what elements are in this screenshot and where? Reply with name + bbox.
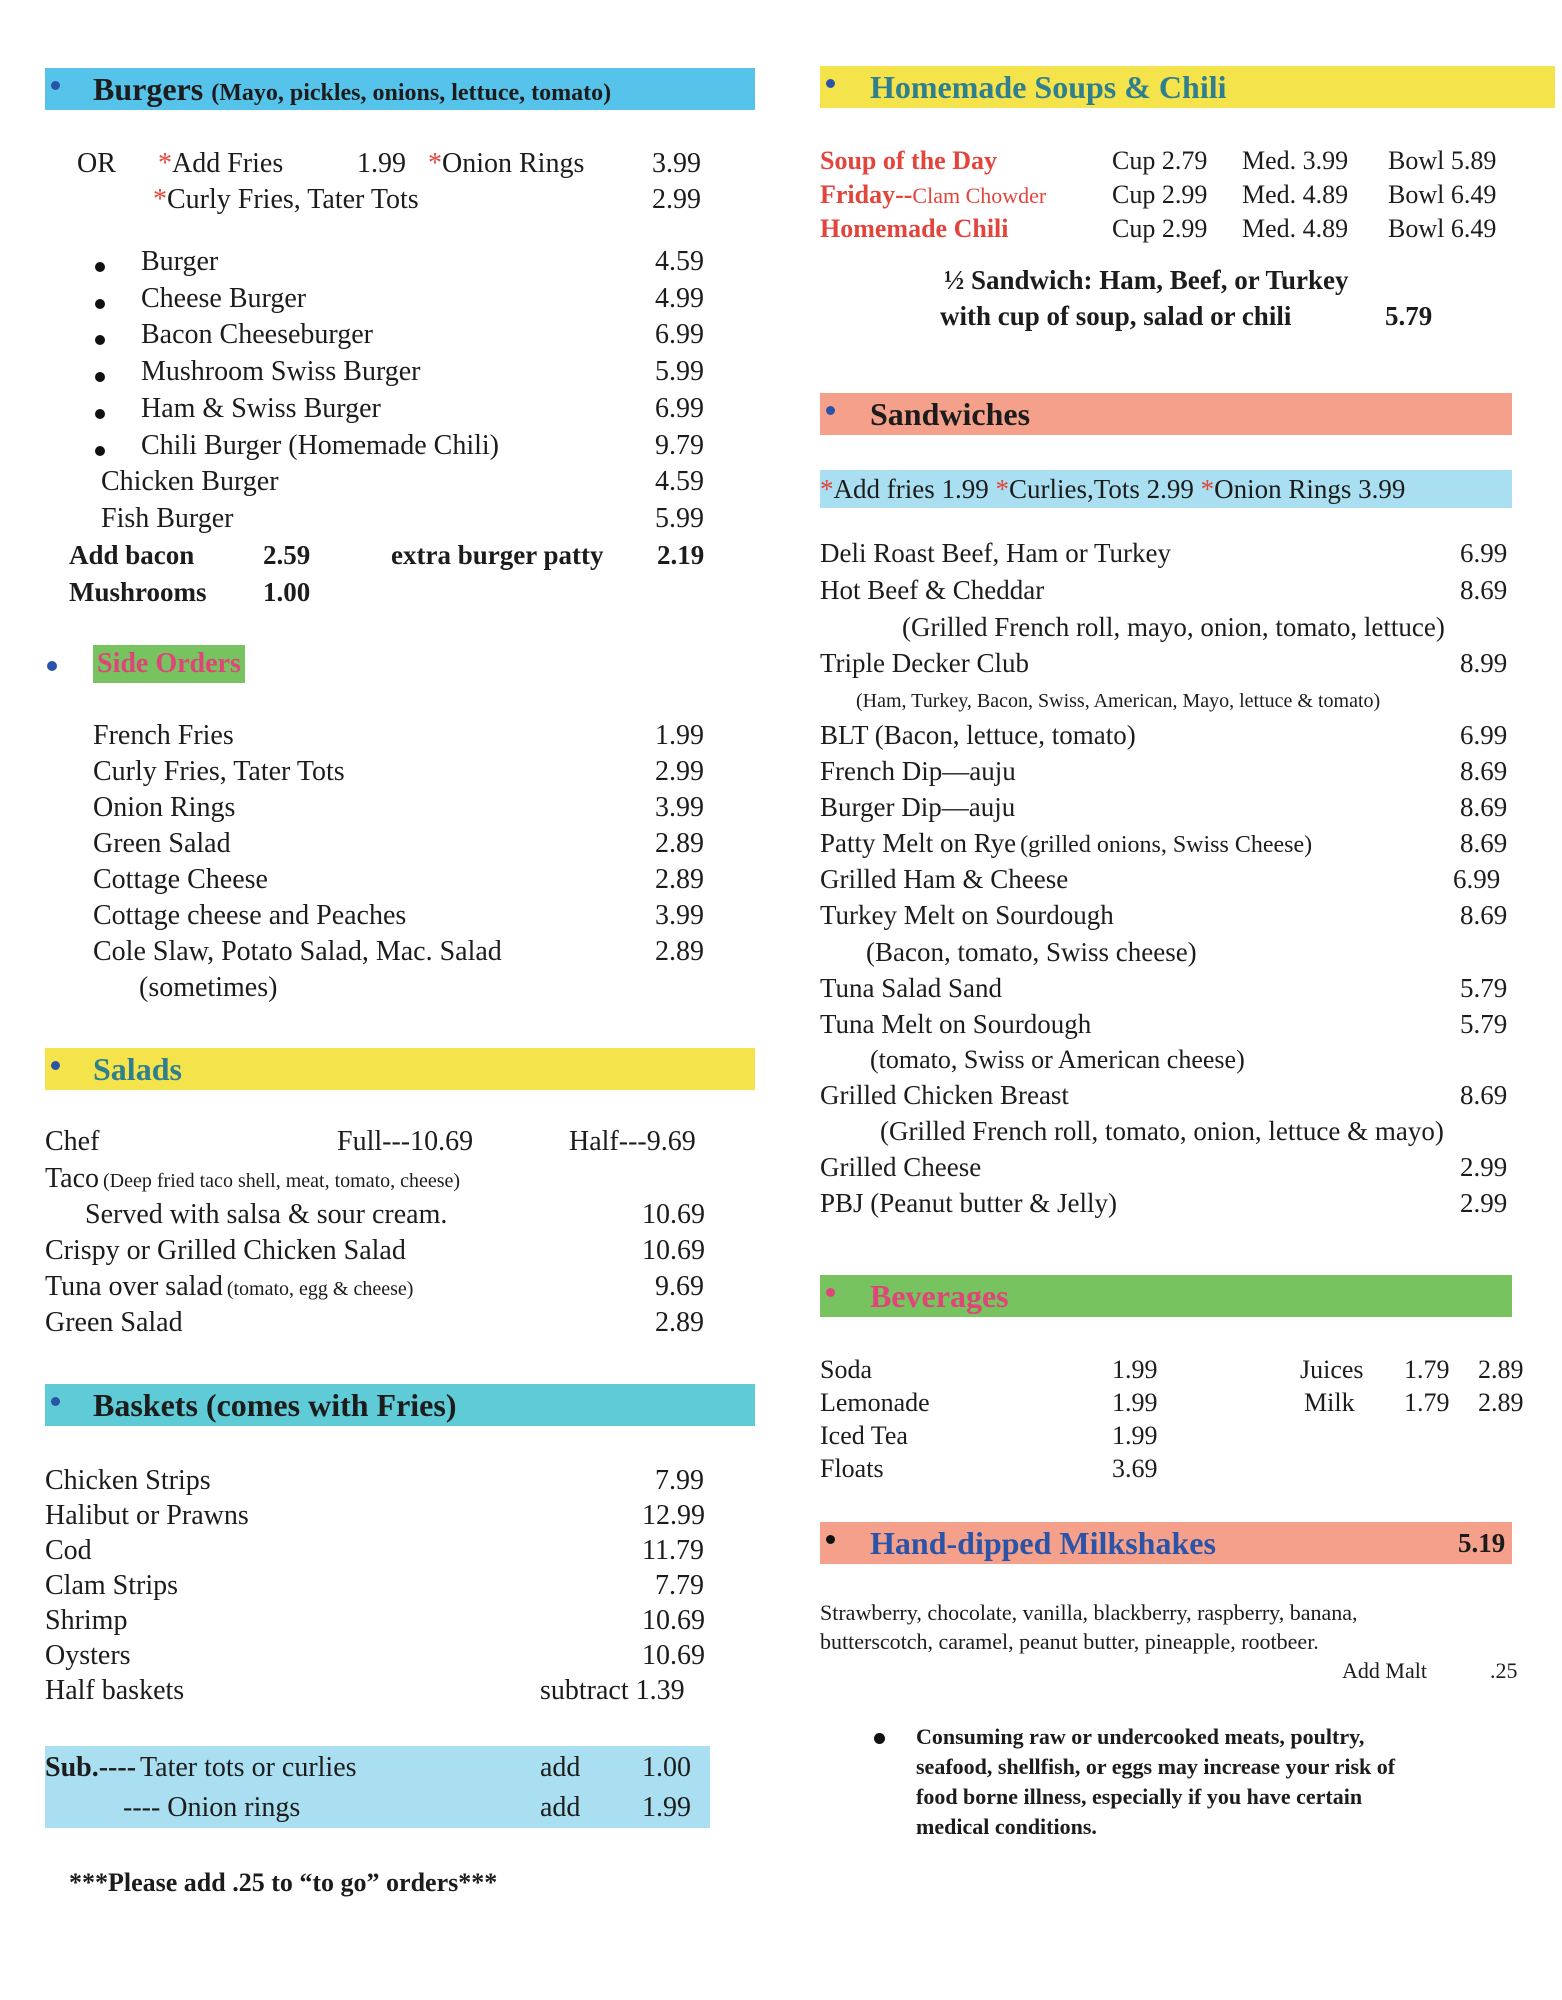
side-item: Green Salad [93, 828, 231, 859]
sandwich-item: Deli Roast Beef, Ham or Turkey [820, 538, 1171, 568]
burger-price: 4.99 [655, 283, 704, 314]
bullet-icon [95, 299, 105, 309]
sandwich-inline-desc: (grilled onions, Swiss Cheese) [1020, 832, 1313, 858]
salad-item: Crispy or Grilled Chicken Salad [45, 1235, 406, 1266]
sandwich-item: Hot Beef & Cheddar [820, 575, 1045, 605]
bullet-icon [826, 1288, 835, 1297]
side-item: Cottage cheese and Peaches [93, 900, 407, 931]
sandwich-addons-bar: *Add fries 1.99 *Curlies,Tots 2.99 *Onion Rings 3.99 [820, 470, 1512, 508]
basket-price: 12.99 [642, 1500, 705, 1531]
salad-price: 10.69 [642, 1235, 705, 1266]
sandwich-price: 5.79 [1460, 973, 1508, 1003]
bullet-icon [874, 1733, 885, 1744]
sandwich-desc: (Bacon, tomato, Swiss cheese) [866, 937, 1197, 967]
salads-header-bar [45, 1048, 755, 1090]
burger-price: 4.59 [655, 466, 704, 497]
side-addon-row-3: *Curly Fries, Tater Tots [153, 184, 419, 215]
sandwich-item: Turkey Melt on Sourdough [820, 900, 1114, 930]
burger-item: Cheese Burger [141, 283, 307, 314]
salad-desc: (Deep fried taco shell, meat, tomato, cheese) [103, 1170, 461, 1192]
milkshakes-price: 5.19 [1458, 1528, 1506, 1558]
or-label: OR [77, 148, 116, 179]
basket-price: subtract 1.39 [540, 1675, 685, 1706]
soup-cup: Cup 2.99 [1112, 180, 1208, 209]
side-note: (sometimes) [139, 972, 278, 1003]
milkshakes-header-bar [820, 1522, 1512, 1564]
half-sandwich-line-2: with cup of soup, salad or chili [940, 301, 1292, 331]
sandwich-item: Triple Decker Club [820, 648, 1029, 678]
side-price: 2.99 [655, 756, 704, 787]
sandwich-item: Grilled Cheese [820, 1152, 982, 1182]
bullet-icon [95, 262, 105, 272]
burger-price: 5.99 [655, 503, 704, 534]
burger-item: Bacon Cheeseburger [141, 319, 373, 350]
beverage-price: 2.89 [1478, 1388, 1524, 1417]
basket-price: 7.79 [655, 1570, 704, 1601]
add-malt-price: .25 [1490, 1658, 1518, 1683]
beverages-title: Beverages [870, 1278, 1009, 1314]
soup-bowl: Bowl 5.89 [1388, 146, 1497, 175]
sandwich-item: Tuna Salad Sand [820, 973, 1003, 1003]
basket-item: Halibut or Prawns [45, 1500, 249, 1531]
basket-price: 10.69 [642, 1605, 705, 1636]
basket-price: 7.99 [655, 1465, 704, 1496]
soup-bowl: Bowl 6.49 [1388, 214, 1497, 243]
beverage-price: 1.99 [1112, 1355, 1158, 1384]
sandwich-price: 8.69 [1460, 792, 1508, 822]
sandwich-price: 2.99 [1460, 1152, 1508, 1182]
soups-title: Homemade Soups & Chili [870, 69, 1227, 105]
burger-price: 9.79 [655, 430, 704, 461]
mushrooms-price: 1.00 [263, 577, 311, 607]
substitution-add: add [540, 1792, 581, 1823]
beverage-price: 1.79 [1404, 1388, 1450, 1417]
burger-item: Fish Burger [101, 503, 234, 534]
warning-line-3: food borne illness, especially if you have certain [916, 1784, 1363, 1809]
salad-desc: (tomato, egg & cheese) [226, 1278, 414, 1300]
basket-price: 10.69 [642, 1640, 705, 1671]
side-item: French Fries [93, 720, 234, 751]
half-sandwich-price: 5.79 [1385, 301, 1433, 331]
beverage-price: 1.79 [1404, 1355, 1450, 1384]
side-price: 2.89 [655, 936, 704, 967]
side-addon-price-3: 2.99 [652, 184, 701, 215]
sandwich-desc: (Grilled French roll, tomato, onion, lettuce & mayo) [880, 1116, 1444, 1146]
bullet-icon [51, 81, 60, 90]
sandwich-price: 8.69 [1460, 756, 1508, 786]
salad-full-price: Full---10.69 [337, 1126, 474, 1157]
salad-price: 2.89 [655, 1307, 704, 1338]
beverage-item: Milk [1304, 1388, 1355, 1417]
side-addon-price-2: 3.99 [652, 148, 701, 179]
mushrooms-label: Mushrooms [69, 577, 207, 607]
basket-item: Cod [45, 1535, 92, 1566]
sandwich-price: 8.69 [1460, 1080, 1508, 1110]
bullet-icon [47, 661, 57, 671]
extra-patty-label: extra burger patty [391, 540, 604, 570]
extra-patty-price: 2.19 [657, 540, 705, 570]
salads-title: Salads [93, 1051, 182, 1087]
salad-item: Tuna over salad (tomato, egg & cheese) [45, 1271, 414, 1302]
sandwich-item: BLT (Bacon, lettuce, tomato) [820, 720, 1136, 750]
side-price: 3.99 [655, 900, 704, 931]
side-price: 3.99 [655, 792, 704, 823]
half-sandwich-line-1: ½ Sandwich: Ham, Beef, or Turkey [944, 265, 1349, 295]
basket-item: Shrimp [45, 1605, 128, 1636]
milkshake-flavors-line-1: Strawberry, chocolate, vanilla, blackberry, raspberry, banana, [820, 1600, 1358, 1625]
substitution-row-2: ---- Onion rings [123, 1792, 301, 1823]
soups-header-bar [820, 66, 1555, 108]
salad-price: 10.69 [642, 1199, 705, 1230]
to-go-note: ***Please add .25 to “to go” orders*** [69, 1868, 498, 1897]
substitution-row-1: Sub.---- Tater tots or curlies [45, 1752, 357, 1783]
side-item: Cottage Cheese [93, 864, 268, 895]
beverage-price: 1.99 [1112, 1388, 1158, 1417]
sandwich-price: 8.69 [1460, 900, 1508, 930]
sandwich-item: Grilled Chicken Breast [820, 1080, 1069, 1110]
side-item: Onion Rings [93, 792, 236, 823]
sandwiches-title: Sandwiches [870, 396, 1031, 432]
basket-item: Clam Strips [45, 1570, 179, 1601]
beverage-item: Iced Tea [820, 1421, 908, 1450]
soup-name: Homemade Chili [820, 214, 1009, 243]
add-bacon-price: 2.59 [263, 540, 311, 570]
soup-med: Med. 3.99 [1242, 146, 1349, 175]
soup-cup: Cup 2.79 [1112, 146, 1208, 175]
burger-item: Burger [141, 246, 219, 277]
beverages-header-bar [820, 1275, 1512, 1317]
substitution-price: 1.00 [642, 1752, 691, 1783]
sandwich-price: 8.99 [1460, 648, 1508, 678]
substitution-add: add [540, 1752, 581, 1783]
salad-item: Chef [45, 1126, 100, 1157]
side-orders-header [93, 645, 245, 683]
warning-line-4: medical conditions. [916, 1814, 1097, 1839]
soup-name: Soup of the Day [820, 146, 997, 175]
bullet-icon [95, 372, 105, 382]
beverage-price: 3.69 [1112, 1454, 1158, 1483]
bullet-icon [95, 446, 105, 456]
soup-med: Med. 4.89 [1242, 214, 1349, 243]
warning-line-2: seafood, shellfish, or eggs may increase your risk of [916, 1754, 1396, 1779]
beverage-item: Juices [1300, 1355, 1364, 1384]
substitution-price: 1.99 [642, 1792, 691, 1823]
sandwich-item: French Dip—auju [820, 756, 1016, 786]
substitution-label: Sub.---- [45, 1752, 137, 1783]
milkshakes-title: Hand-dipped Milkshakes [870, 1525, 1216, 1561]
basket-item: Half baskets [45, 1675, 185, 1706]
sandwich-price: 8.69 [1460, 575, 1508, 605]
sandwich-desc: (tomato, Swiss or American cheese) [870, 1045, 1245, 1074]
basket-item: Oysters [45, 1640, 131, 1671]
soup-bowl: Bowl 6.49 [1388, 180, 1497, 209]
soup-med: Med. 4.89 [1242, 180, 1349, 209]
sandwich-item: Burger Dip—auju [820, 792, 1016, 822]
bullet-icon [51, 1061, 60, 1070]
burgers-subtitle: (Mayo, pickles, onions, lettuce, tomato) [211, 80, 612, 106]
sandwich-price: 2.99 [1460, 1188, 1508, 1218]
sandwich-item: Patty Melt on Rye (grilled onions, Swiss Cheese) [820, 828, 1313, 858]
milkshake-flavors-line-2: butterscotch, caramel, peanut butter, pineapple, rootbeer. [820, 1629, 1319, 1654]
burger-price: 4.59 [655, 246, 704, 277]
sandwich-price: 5.79 [1460, 1009, 1508, 1039]
salad-item: Green Salad [45, 1307, 183, 1338]
bullet-icon [95, 335, 105, 345]
salad-half-price: Half---9.69 [569, 1126, 696, 1157]
side-item: Curly Fries, Tater Tots [93, 756, 345, 787]
burger-price: 6.99 [655, 393, 704, 424]
basket-item: Chicken Strips [45, 1465, 211, 1496]
sandwich-item: Tuna Melt on Sourdough [820, 1009, 1092, 1039]
side-addon-row-1: *Add Fries [158, 148, 284, 179]
warning-line-1: Consuming raw or undercooked meats, poultry, [916, 1724, 1365, 1749]
beverage-price: 1.99 [1112, 1421, 1158, 1450]
side-price: 2.89 [655, 828, 704, 859]
sandwich-price: 6.99 [1453, 864, 1501, 894]
salad-desc-line: Served with salsa & sour cream. [85, 1199, 448, 1230]
side-item: Cole Slaw, Potato Salad, Mac. Salad [93, 936, 502, 967]
sandwich-item: Grilled Ham & Cheese [820, 864, 1069, 894]
soup-name: Friday--Clam Chowder [820, 180, 1047, 209]
side-addon-row-2: *Onion Rings [428, 148, 585, 179]
side-orders-title: Side Orders [97, 648, 241, 679]
salad-price: 9.69 [655, 1271, 704, 1302]
burger-price: 6.99 [655, 319, 704, 350]
add-bacon-label: Add bacon [69, 540, 195, 570]
burger-item: Mushroom Swiss Burger [141, 356, 421, 387]
bullet-icon [826, 79, 835, 88]
bullet-icon [826, 406, 835, 415]
baskets-title: Baskets (comes with Fries) [93, 1387, 457, 1423]
burger-price: 5.99 [655, 356, 704, 387]
bullet-icon [51, 1397, 60, 1406]
bullet-icon [95, 409, 105, 419]
sandwich-price: 6.99 [1460, 720, 1508, 750]
side-addon-price-1: 1.99 [357, 148, 406, 179]
beverage-price: 2.89 [1478, 1355, 1524, 1384]
sandwich-price: 8.69 [1460, 828, 1508, 858]
sandwich-price: 6.99 [1460, 538, 1508, 568]
side-price: 1.99 [655, 720, 704, 751]
beverage-item: Floats [820, 1454, 884, 1483]
salad-item: Taco (Deep fried taco shell, meat, tomato, cheese) [45, 1163, 461, 1194]
sandwiches-header-bar [820, 393, 1512, 435]
bullet-icon [826, 1535, 835, 1544]
sandwich-item: PBJ (Peanut butter & Jelly) [820, 1188, 1117, 1218]
burgers-header-bar [45, 68, 755, 110]
soup-cup: Cup 2.99 [1112, 214, 1208, 243]
side-price: 2.89 [655, 864, 704, 895]
add-malt-label: Add Malt [1342, 1658, 1427, 1683]
basket-price: 11.79 [642, 1535, 704, 1566]
sandwich-desc: (Grilled French roll, mayo, onion, tomato, lettuce) [902, 612, 1445, 642]
baskets-header-bar [45, 1384, 755, 1426]
burger-item: Chicken Burger [101, 466, 279, 497]
burger-item: Chili Burger (Homemade Chili) [141, 430, 499, 461]
burger-item: Ham & Swiss Burger [141, 393, 381, 424]
burgers-title: Burgers (Mayo, pickles, onions, lettuce, tomato) [93, 71, 612, 107]
beverage-item: Lemonade [820, 1388, 930, 1417]
beverage-item: Soda [820, 1355, 872, 1384]
sandwich-desc: (Ham, Turkey, Bacon, Swiss, American, Mayo, lettuce & tomato) [856, 690, 1381, 712]
